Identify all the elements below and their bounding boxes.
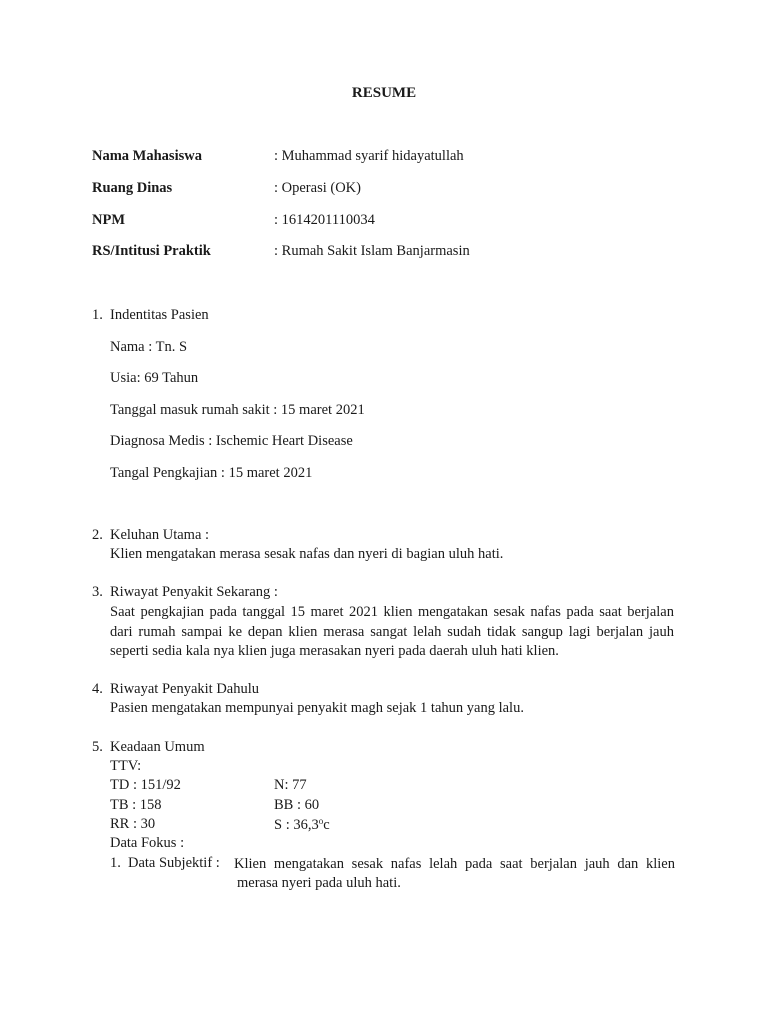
section-4-heading: Riwayat Penyakit Dahulu	[110, 681, 260, 697]
subjektif-label: Data Subjektif :	[128, 855, 220, 871]
ttv-bb: BB : 60	[274, 797, 320, 813]
ttv-tb: TB : 158	[110, 797, 162, 813]
section-1-heading: Indentitas Pasien	[110, 307, 209, 323]
section-3-heading: Riwayat Penyakit Sekarang :	[110, 584, 278, 600]
label-npm: NPM	[92, 212, 126, 228]
section-3-number: 3.	[92, 584, 103, 600]
medical-diagnosis: Diagnosa Medis : Ischemic Heart Disease	[110, 433, 353, 449]
value-npm: : 1614201110034	[274, 212, 375, 228]
value-rs-institusi: : Rumah Sakit Islam Banjarmasin	[274, 243, 470, 259]
ttv-td: TD : 151/92	[110, 777, 181, 793]
section-4-text: Pasien mengatakan mempunyai penyakit magh sejak 1 tahun yang lalu.	[110, 700, 524, 716]
section-5-heading: Keadaan Umum	[110, 739, 205, 755]
ttv-n: N: 77	[274, 777, 307, 793]
ttv-label: TTV:	[110, 758, 142, 774]
data-fokus-label: Data Fokus :	[110, 835, 185, 851]
patient-name: Nama : Tn. S	[110, 339, 188, 355]
section-1-number: 1.	[92, 307, 103, 323]
subjektif-text: Klien mengatakan sesak nafas lelah pada saat berjalan jauh dan klien merasa nyeri pada uluh hati.	[234, 856, 675, 891]
ttv-suhu-value: S : 36,3	[274, 817, 319, 833]
value-nama-mahasiswa: : Muhammad syarif hidayatullah	[274, 148, 464, 164]
section-2-heading: Keluhan Utama :	[110, 527, 210, 543]
value-ruang-dinas: : Operasi (OK)	[274, 180, 361, 196]
temp-unit: c	[323, 817, 330, 833]
label-nama-mahasiswa: Nama Mahasiswa	[92, 148, 202, 164]
degree-sign: o	[318, 816, 324, 826]
section-2-text: Klien mengatakan merasa sesak nafas dan nyeri di bagian uluh hati.	[110, 546, 504, 562]
label-ruang-dinas: Ruang Dinas	[92, 180, 173, 196]
section-5-number: 5.	[92, 739, 103, 755]
section-4-number: 4.	[92, 681, 103, 697]
ttv-rr: RR : 30	[110, 816, 156, 832]
assessment-date: Tangal Pengkajian : 15 maret 2021	[110, 465, 313, 481]
ttv-suhu	[274, 816, 330, 834]
admission-date: Tanggal masuk rumah sakit : 15 maret 2021	[110, 402, 365, 418]
document-title: RESUME	[351, 85, 417, 101]
label-rs-institusi: RS/Intitusi Praktik	[92, 243, 211, 259]
patient-age: Usia: 69 Tahun	[110, 370, 199, 386]
section-2-number: 2.	[92, 527, 103, 543]
section-3-text: Saat pengkajian pada tanggal 15 maret 2021 klien mengatakan sesak nafas pada saat berjalan dari rumah sampai ke depan klien merasa sangat lelah sudah tidak sangup lagi berjalan jauh seperti sedia kala nya klien juga merasakan nyeri pada daerah uluh hati klien.	[110, 604, 674, 659]
subjektif-number: 1.	[110, 855, 121, 871]
